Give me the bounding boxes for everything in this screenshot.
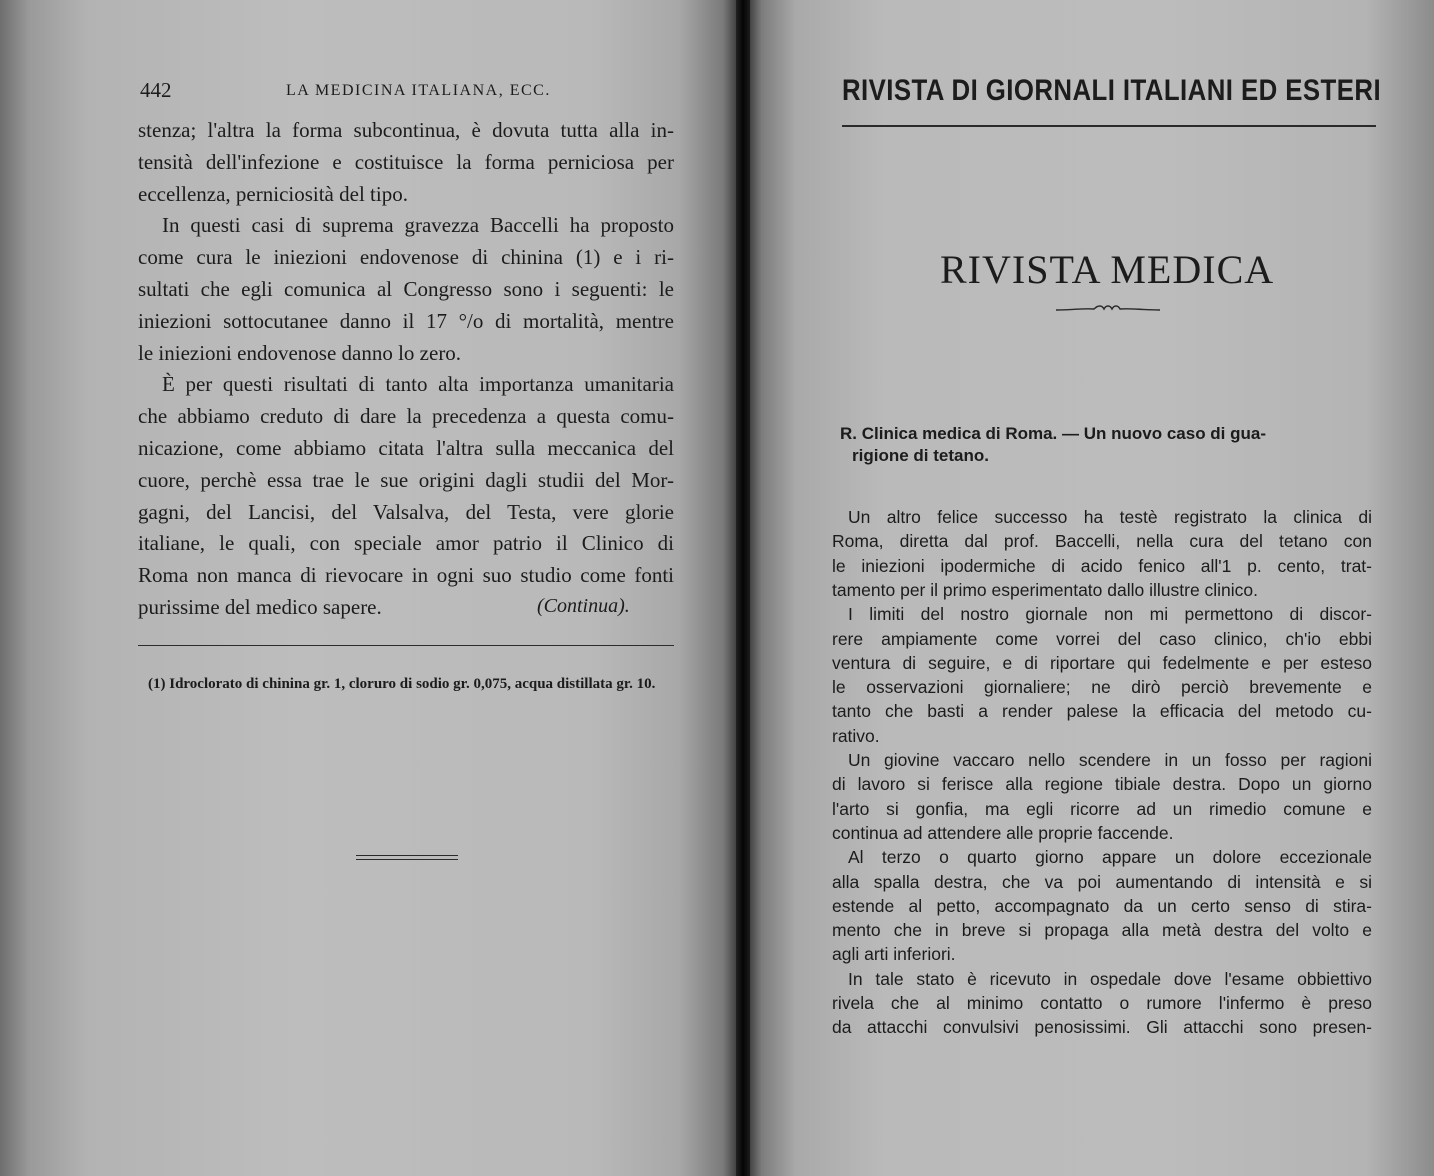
text-line: rere ampiamente come vorrei del caso clinico, ch'io ebbi [832,628,1372,649]
text-line: di lavoro si ferisce alla regione tibiale destra. Dopo un giorno [832,774,1372,795]
text-line: mento che in breve si propaga alla metà destra del volto e [832,920,1372,941]
text-line: stenza; l'altra la forma subcontinua, è dovuta tutta alla in- [138,118,674,142]
text-line: Roma non manca di rievocare in ogni suo studio come fonti [138,563,674,588]
text-line: eccellenza, perniciosità del tipo. [138,181,408,206]
text-line: estende al petto, accompagnato da un certo senso di stira- [832,895,1372,916]
page-number: 442 [140,78,172,102]
text-line: agli arti inferiori. [832,944,956,965]
end-rule-bottom [356,859,458,860]
text-line: In tale stato è ricevuto in ospedale dove l'esame obbiettivo [848,968,1372,989]
section-title: RIVISTA MEDICA [940,247,1275,292]
text-line: continua ad attendere alle proprie faccende. [832,822,1174,843]
text-line: da attacchi convulsivi penosissimi. Gli attacchi sono presen- [832,1017,1372,1038]
text-line: le osservazioni giornaliere; ne dirò perciò brevemente e [832,677,1372,698]
text-line: Un giovine vaccaro nello scendere in un fosso per ragioni [848,750,1372,770]
text-line: che abbiamo creduto di dare la precedenza a questa comu- [138,404,674,429]
text-line: Roma, diretta dal prof. Baccelli, nella cura del tetano con [832,531,1372,552]
text-line: le iniezioni ipodermiche di acido fenico all'1 p. cento, trat- [832,555,1372,576]
book-gutter [736,0,750,1176]
text-line: ventura di seguire, e di riportare qui fedelmente e per esteso [832,652,1372,673]
text-line: Un altro felice successo ha testè registrato la clinica di [848,507,1372,527]
text-line: le iniezioni endovenose danno lo zero. [138,340,462,365]
text-line: iniezioni sottocutanee danno il 17 °/o di mortalità, mentre [138,308,674,333]
continua-note: (Continua). [537,595,630,617]
text-line: l'arto si gonfia, ma egli ricorre ad un rimedio comune e [832,798,1372,819]
text-line: rativo. [832,725,880,746]
text-line: cuore, perchè essa trae le sue origini dagli studii del Mor- [138,467,674,492]
text-line: rivela che al minimo contatto o rumore l'infermo è preso [832,993,1372,1013]
text-line: È per questi risultati di tanto alta importanza umanitaria [162,372,674,397]
text-line: tamento per il primo esperimentato dallo illustre clinico. [832,579,1259,600]
text-line: purissime del medico sapere. [138,595,382,619]
text-line: Al terzo o quarto giorno appare un dolore eccezionale [848,847,1372,868]
text-line: gagni, del Lancisi, del Valsalva, del Testa, vere glorie [138,499,674,524]
ornament-flourish-icon [1054,302,1162,316]
text-line: come cura le iniezioni endovenose di chinina (1) e i ri- [138,245,674,270]
footnote: (1) Idroclorato di chinina gr. 1, cloruro di sodio gr. 0,075, acqua distillata gr. 10. [148,676,656,692]
text-line: alla spalla destra, che va poi aumentando di intensità e si [832,871,1372,892]
text-line: sultati che egli comunica al Congresso sono i seguenti: le [138,277,674,301]
text-line: I limiti del nostro giornale non mi permettono di discor- [848,604,1372,625]
footnote-rule [138,645,674,646]
text-line: italiane, le quali, con speciale amor patrio il Clinico di [138,531,674,556]
text-line: tensità dell'infezione e costituisce la forma perniciosa per [138,149,674,174]
running-head: LA MEDICINA ITALIANA, ECC. [286,82,551,99]
article-heading-cont: rigione di tetano. [852,446,989,465]
title-rule [842,125,1376,127]
article-heading: R. Clinica medica di Roma. — Un nuovo caso di gua- [840,424,1267,443]
text-line: In questi casi di suprema gravezza Baccelli ha proposto [162,213,674,238]
text-line: nicazione, come abbiamo citata l'altra sulla meccanica del [138,436,674,460]
journal-title: RIVISTA DI GIORNALI ITALIANI ED ESTERI [842,74,1382,107]
text-line: tanto che basti a render palese la efficacia del metodo cu- [832,701,1372,722]
end-rule-top [356,855,458,856]
